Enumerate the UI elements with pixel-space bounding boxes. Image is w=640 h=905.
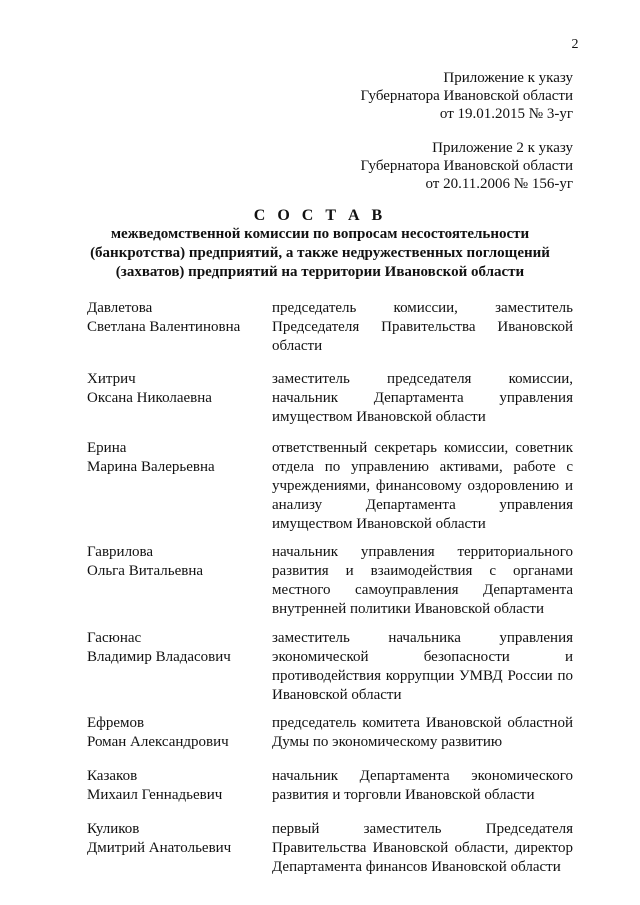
member-name [87,767,272,805]
member-given-names: Владимир Владасович [87,649,231,665]
annex-original-decree [360,139,573,193]
member-position: заместитель председателя комиссии, начальник Департамента управления имуществом Ивановской области [272,371,573,425]
member-row [87,299,573,356]
member-surname: Гасюнас [87,630,142,646]
annex-line: от 19.01.2015 № 3-уг [439,106,573,122]
member-given-names: Михаил Геннадьевич [87,787,223,803]
subtitle-line: межведомственной комиссии по вопросам несостоятельности [110,226,530,242]
member-position: председатель комиссии, заместитель Председателя Правительства Ивановской области [272,300,573,354]
member-position: начальник управления территориального развития и взаимодействия с органами местного самоуправления Департамента внутренней политики Ивановской области [272,544,573,617]
document-title-block [60,206,580,282]
annex-line: Приложение 2 к указу [432,140,573,156]
member-position: начальник Департамента экономического развития и торговли Ивановской области [272,768,573,803]
member-row [87,439,573,534]
member-given-names: Марина Валерьевна [87,459,215,475]
member-row [87,714,573,752]
member-row [87,767,573,805]
subtitle-line: (банкротства) предприятий, а также недружественных поглощений [90,245,550,261]
member-given-names: Светлана Валентиновна [87,319,241,335]
member-name [87,543,272,619]
member-name [87,714,272,752]
annex-line: от 20.11.2006 № 156-уг [425,176,573,192]
member-name [87,370,272,427]
annex-line: Губернатора Ивановской области [360,88,573,104]
member-surname: Куликов [87,821,140,837]
annex-current-decree [360,69,573,123]
member-given-names: Дмитрий Анатольевич [87,840,232,856]
member-given-names: Ольга Витальевна [87,563,204,579]
annex-line: Приложение к указу [443,70,573,86]
member-surname: Казаков [87,768,138,784]
member-name [87,299,272,356]
page-number: 2 [571,37,579,52]
document-title: С О С Т А В [253,207,387,224]
member-row [87,820,573,877]
member-given-names: Оксана Николаевна [87,390,212,406]
annex-line: Губернатора Ивановской области [360,158,573,174]
document-subtitle [60,225,580,282]
member-surname: Хитрич [87,371,136,387]
member-surname: Ефремов [87,715,145,731]
member-row [87,370,573,427]
member-position: заместитель начальника управления экономической безопасности и противодействия коррупции УМВД России по Ивановской области [272,630,573,703]
subtitle-line: (захватов) предприятий на территории Ивановской области [115,264,525,280]
member-row [87,543,573,619]
member-row [87,629,573,705]
member-surname: Давлетова [87,300,153,316]
member-name [87,820,272,877]
member-position: первый заместитель Председателя Правительства Ивановской области, директор Департамента финансов Ивановской области [272,821,573,875]
member-name [87,439,272,534]
member-surname: Гаврилова [87,544,154,560]
member-surname: Ерина [87,440,127,456]
member-name [87,629,272,705]
member-position: ответственный секретарь комиссии, советник отдела по управлению активами, работе с учреждениями, финансовому оздоровлению и анализу Департамента управления имуществом Ивановской области [272,440,573,532]
member-position: председатель комитета Ивановской областной Думы по экономическому развитию [272,715,573,750]
member-given-names: Роман Александрович [87,734,229,750]
